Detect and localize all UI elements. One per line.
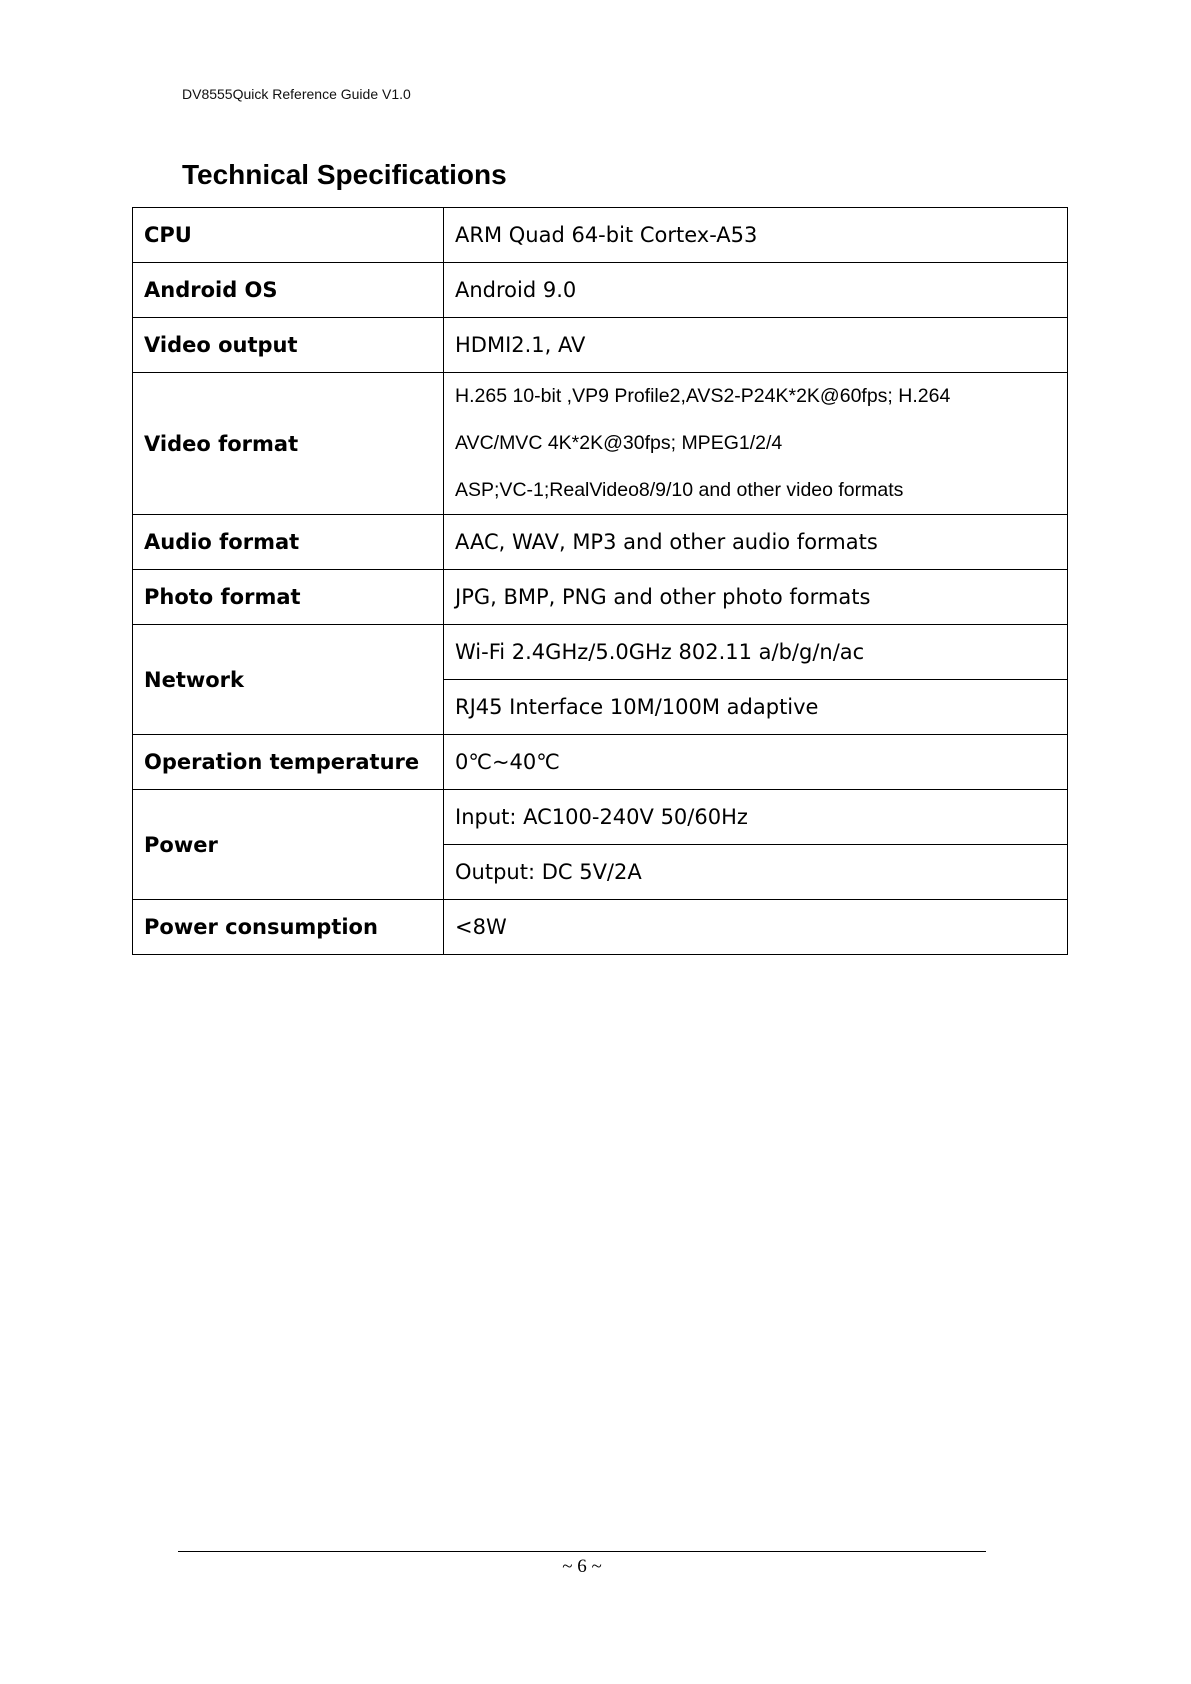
- spec-label-android-os: Android OS: [133, 263, 444, 318]
- running-header: DV8555Quick Reference Guide V1.0: [182, 86, 411, 102]
- video-format-line-1: H.265 10-bit ,VP9 Profile2,AVS2-P24K*2K@60fps; H.264: [455, 385, 951, 407]
- spec-label-power-consumption: Power consumption: [133, 900, 444, 955]
- spec-value-power-output: Output: DC 5V/2A: [444, 845, 1068, 900]
- spec-row-operation-temperature: [133, 735, 1068, 790]
- spec-value-audio-format: AAC, WAV, MP3 and other audio formats: [444, 515, 1068, 570]
- spec-value-power-input: Input: AC100-240V 50/60Hz: [444, 790, 1068, 845]
- spec-row-power-input: [133, 790, 1068, 845]
- spec-row-video-output: [133, 318, 1068, 373]
- spec-value-video-format: [444, 373, 1068, 515]
- spec-label-operation-temperature: Operation temperature: [133, 735, 444, 790]
- video-format-line-3: ASP;VC-1;RealVideo8/9/10 and other video formats: [455, 479, 904, 501]
- spec-label-audio-format: Audio format: [133, 515, 444, 570]
- spec-value-cpu: ARM Quad 64-bit Cortex-A53: [444, 208, 1068, 263]
- spec-label-video-output: Video output: [133, 318, 444, 373]
- spec-label-cpu: CPU: [133, 208, 444, 263]
- spec-row-android-os: [133, 263, 1068, 318]
- spec-value-power-consumption: <8W: [444, 900, 1068, 955]
- spec-value-network-wifi: Wi-Fi 2.4GHz/5.0GHz 802.11 a/b/g/n/ac: [444, 625, 1068, 680]
- spec-value-photo-format: JPG, BMP, PNG and other photo formats: [444, 570, 1068, 625]
- spec-label-photo-format: Photo format: [133, 570, 444, 625]
- specifications-table: [132, 207, 1068, 955]
- spec-label-video-format: Video format: [133, 373, 444, 515]
- video-format-line-2: AVC/MVC 4K*2K@30fps; MPEG1/2/4: [455, 432, 783, 454]
- spec-label-power: Power: [133, 790, 444, 900]
- spec-row-power-consumption: [133, 900, 1068, 955]
- spec-row-video-format: [133, 373, 1068, 515]
- spec-value-network-ethernet: RJ45 Interface 10M/100M adaptive: [444, 680, 1068, 735]
- spec-row-cpu: [133, 208, 1068, 263]
- spec-row-audio-format: [133, 515, 1068, 570]
- spec-value-operation-temperature: 0℃~40℃: [444, 735, 1068, 790]
- spec-label-network: Network: [133, 625, 444, 735]
- spec-value-video-output: HDMI2.1, AV: [444, 318, 1068, 373]
- spec-row-photo-format: [133, 570, 1068, 625]
- section-title: Technical Specifications: [182, 159, 507, 190]
- spec-value-android-os: Android 9.0: [444, 263, 1068, 318]
- page-number: ~ 6 ~: [562, 1556, 602, 1577]
- spec-row-network-wifi: [133, 625, 1068, 680]
- footer-divider: [178, 1551, 986, 1552]
